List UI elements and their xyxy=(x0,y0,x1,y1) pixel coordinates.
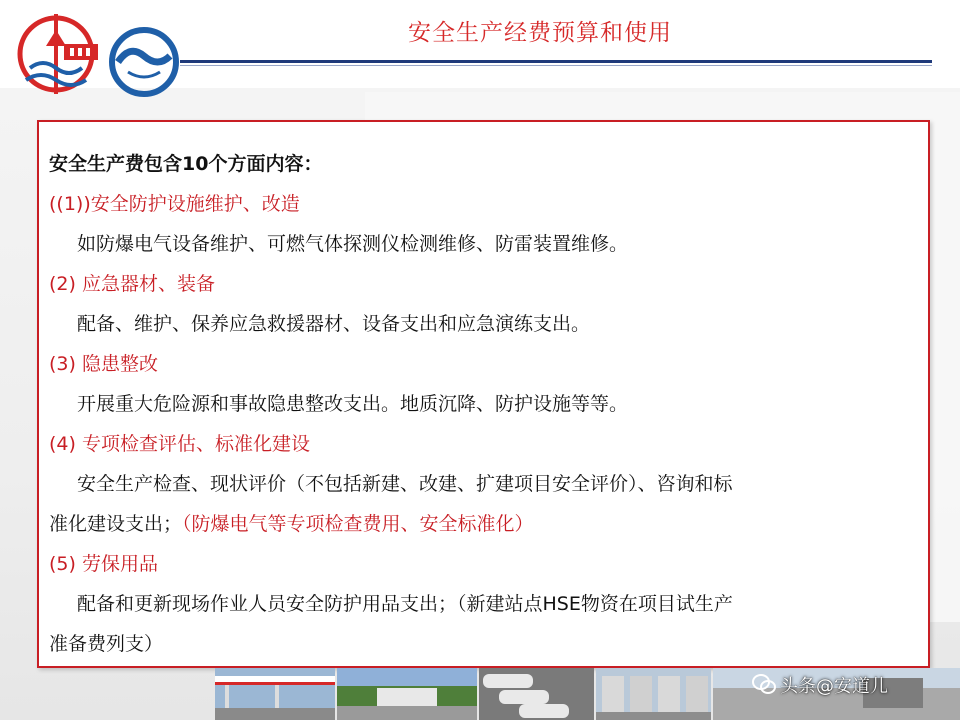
section-1-title: ((1))安全防护设施维护、改造 xyxy=(49,193,300,215)
section-2-body: 配备、维护、保养应急救援器材、设备支出和应急演练支出。 xyxy=(77,313,591,335)
company-emblem-icon xyxy=(108,26,180,98)
section-5-body-line1: 配备和更新现场作业人员安全防护用品支出；（新建站点HSE物资在项目试生产 xyxy=(77,593,733,615)
section-4-body-line1: 安全生产检查、现状评价（不包括新建、改建、扩建项目安全评价）、咨询和标 xyxy=(77,473,733,495)
content-box xyxy=(37,120,930,668)
gas-station-photo-icon xyxy=(215,668,335,720)
section-4-body-line2-highlight: （防爆电气等专项检查费用、安全标准化） xyxy=(182,513,534,535)
section-3-title: (3) 隐患整改 xyxy=(49,353,158,375)
title-divider-thin xyxy=(180,65,932,66)
section-5-body-line2: 准备费列支） xyxy=(49,633,164,655)
section-1-body: 如防爆电气设备维护、可燃气体探测仪检测维修、防雷装置维修。 xyxy=(77,233,629,255)
section-4-body-line2 xyxy=(49,504,914,544)
section-5-title: (5) 劳保用品 xyxy=(49,553,158,575)
section-3-body: 开展重大危险源和事故隐患整改支出。地质沉降、防护设施等等。 xyxy=(77,393,629,415)
section-2-title: (2) 应急器材、装备 xyxy=(49,273,215,295)
cnooc-logo-icon xyxy=(16,8,102,100)
section-4-title: (4) 专项检查评估、标准化建设 xyxy=(49,433,310,455)
section-4-body-line2-text: 准化建设支出； xyxy=(49,513,183,535)
page-title: 安全生产经费预算和使用 xyxy=(408,20,672,46)
title-divider xyxy=(180,60,932,63)
watermark-logo-icon xyxy=(752,673,776,695)
storage-tanks-photo-icon xyxy=(596,668,711,720)
tanker-trucks-photo-icon xyxy=(479,668,594,720)
watermark-text: 头条@安道儿 xyxy=(780,676,888,697)
station-building-photo-icon xyxy=(337,668,477,720)
content-heading: 安全生产费包含10个方面内容： xyxy=(49,153,323,175)
logo-area xyxy=(8,0,183,105)
